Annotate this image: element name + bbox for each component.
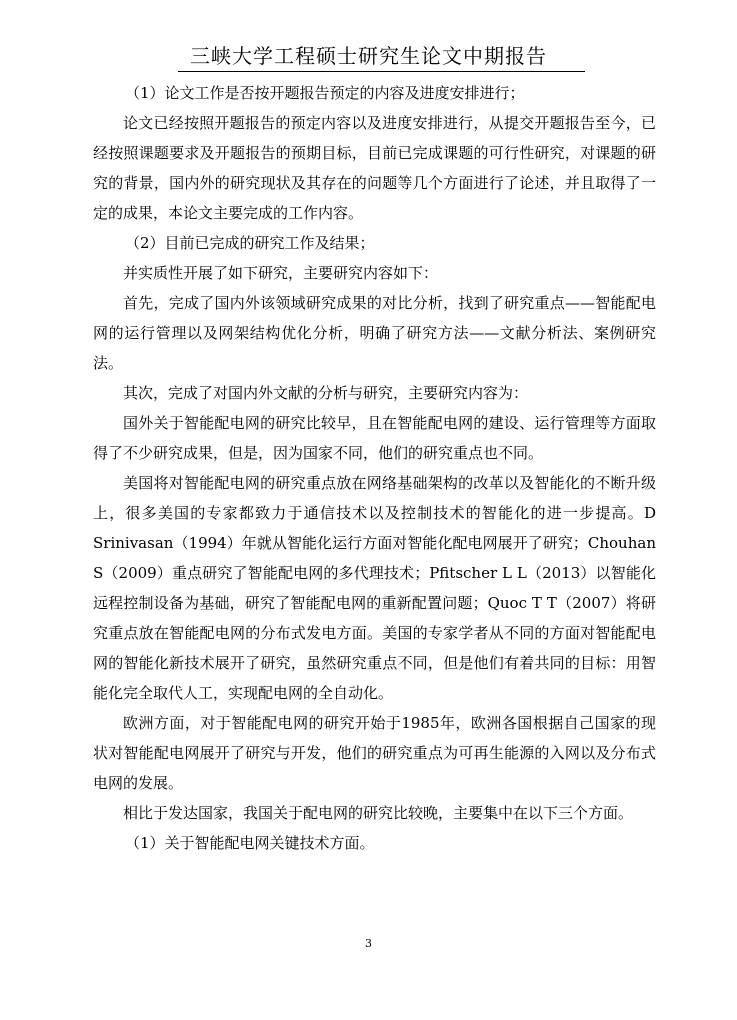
paragraph-key-technology: （1）关于智能配电网关键技术方面。: [125, 834, 375, 852]
paragraph-item-1-question: （1）论文工作是否按开题报告预定的内容及进度安排进行；: [125, 84, 525, 102]
page-number: 3: [365, 937, 372, 950]
paragraph-progress-summary: 论文已经按照开题报告的预定内容以及进度安排进行，从提交开题报告至今，已经按照课题要求及开题报告的预期目标，目前已完成课题的可行性研究，对课题的研究的背景，国内外的研究现状及其存在的问题等几个方面进行了论述，并且取得了一定的成果，本论文主要完成的工作内容。: [93, 114, 656, 222]
paragraph-first: 首先，完成了国内外该领域研究成果的对比分析，找到了研究重点——智能配电网的运行管理以及网架结构优化分析，明确了研究方法——文献分析法、案例研究法。: [93, 294, 656, 372]
paragraph-research-intro: 并实质性开展了如下研究，主要研究内容如下：: [123, 264, 439, 282]
header-rule: [178, 71, 585, 72]
paragraph-usa-research: 美国将对智能配电网的研究重点放在网络基础架构的改革以及智能化的不断升级上，很多美国的专家都致力于通信技术以及控制技术的智能化的进一步提高。D Srinivasan（1994）年就从智能化运行方面对智能化配电网展开了研究；Chouhan S（2009）重点研究了智能配电网的多代理技术；Pfitscher L L（2013）以智能化远程控制设备为基础，研究了智能配电网的重新配置问题；Quoc T T（2007）将研究重点放在智能配电网的分布式发电方面。美国的专家学者从不同的方面对智能配电网的智能化新技术展开了研究，虽然研究重点不同，但是他们有着共同的目标：用智能化完全取代人工，实现配电网的全自动化。: [93, 474, 656, 702]
paragraph-item-2-question: （2）目前已完成的研究工作及结果；: [125, 234, 375, 252]
paragraph-second: 其次，完成了对国内外文献的分析与研究，主要研究内容为：: [123, 384, 529, 402]
page-header-title: 三峡大学工程硕士研究生论文中期报告: [190, 44, 547, 68]
document-body: [93, 78, 656, 858]
paragraph-europe-research: 欧洲方面，对于智能配电网的研究开始于1985年，欧洲各国根据自己国家的现状对智能配电网展开了研究与开发，他们的研究重点为可再生能源的入网以及分布式电网的发展。: [93, 714, 656, 792]
paragraph-foreign-research: 国外关于智能配电网的研究比较早，且在智能配电网的建设、运行管理等方面取得了不少研究成果，但是，因为国家不同，他们的研究重点也不同。: [93, 414, 656, 462]
paragraph-china-research: 相比于发达国家，我国关于配电网的研究比较晚，主要集中在以下三个方面。: [123, 804, 634, 822]
